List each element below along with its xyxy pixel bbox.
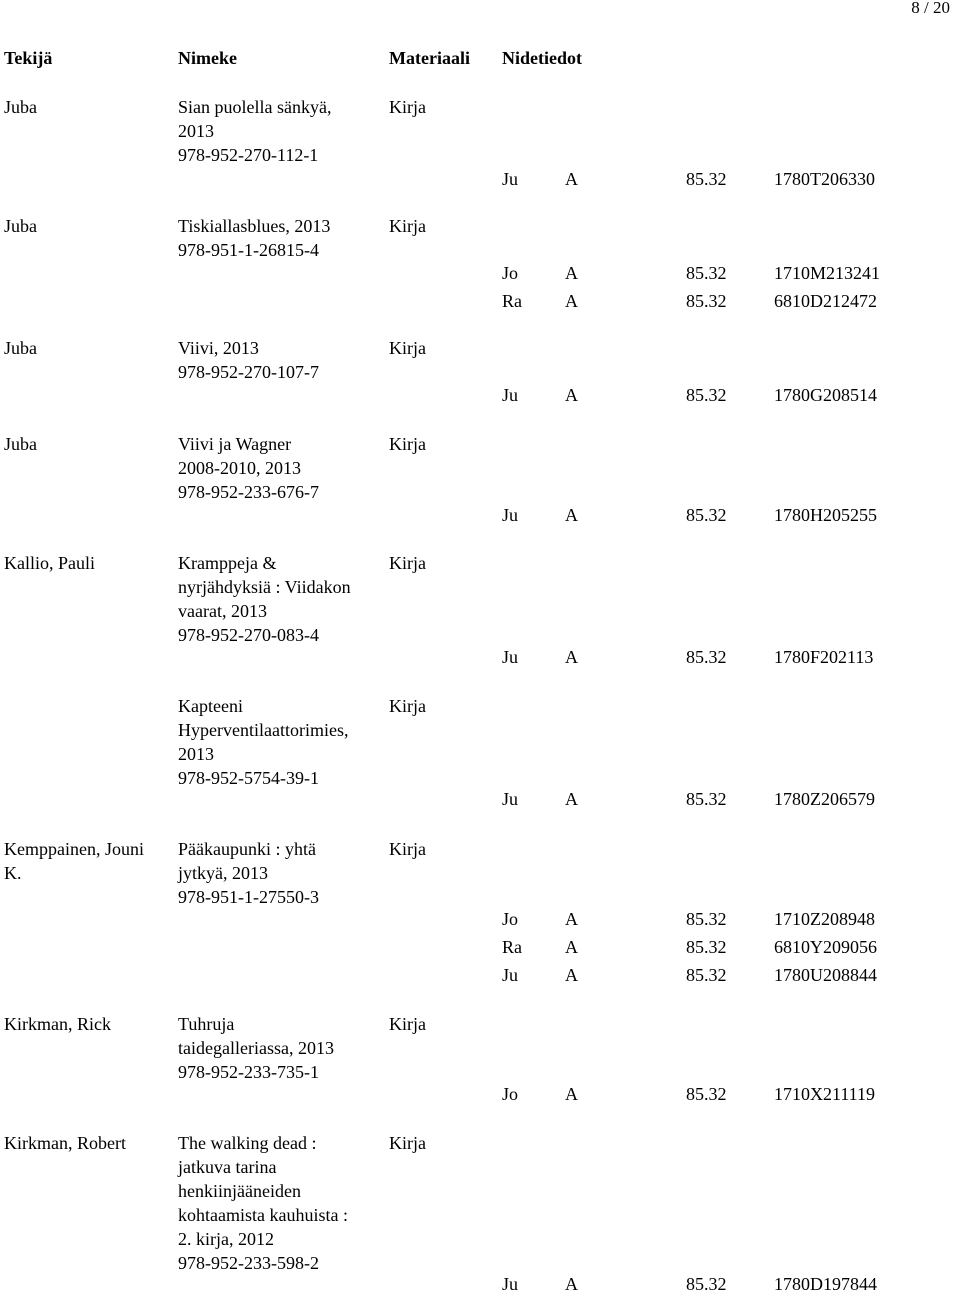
holding-shelf-number: 85.32 <box>686 1274 727 1294</box>
holding-shelf-number: 85.32 <box>686 263 727 283</box>
record-title-line: 978-952-5754-39-1 <box>178 768 319 788</box>
holding-row <box>0 383 960 407</box>
record-material: Kirja <box>389 97 426 117</box>
record-title-line: 978-952-233-598-2 <box>178 1253 319 1273</box>
holding-row <box>0 963 960 987</box>
record-title-line: The walking dead : <box>178 1133 317 1153</box>
record-title <box>178 1131 383 1275</box>
holding-location: Ju <box>502 1274 519 1294</box>
holding-row <box>0 167 960 191</box>
holding-location: Ra <box>502 291 522 311</box>
record-title-line: 978-951-1-27550-3 <box>178 887 319 907</box>
record-title <box>178 95 383 167</box>
record-title-line: vaarat, 2013 <box>178 601 267 621</box>
holding-class: A <box>565 505 578 525</box>
holding-barcode: 6810Y209056 <box>774 937 877 957</box>
holding-location: Ju <box>502 789 519 809</box>
record-title-line: Kapteeni <box>178 696 243 716</box>
holding-class: A <box>565 169 578 189</box>
holding-shelf-number: 85.32 <box>686 909 727 929</box>
header-author: Tekijä <box>4 48 53 68</box>
holding-class: A <box>565 909 578 929</box>
record-title-line: 978-951-1-26815-4 <box>178 240 319 260</box>
record-title-line: 2008-2010, 2013 <box>178 458 301 478</box>
record-title-line: 978-952-270-112-1 <box>178 145 319 165</box>
holding-class: A <box>565 965 578 985</box>
holding-class: A <box>565 647 578 667</box>
record-title <box>178 432 383 504</box>
record-title-line: kohtaamista kauhuista : <box>178 1205 348 1225</box>
holding-location: Ju <box>502 169 519 189</box>
record-title <box>178 694 383 790</box>
holding-barcode: 6810D212472 <box>774 291 877 311</box>
record-material: Kirja <box>389 839 426 859</box>
holding-shelf-number: 85.32 <box>686 385 727 405</box>
record-title-line: henkiinjääneiden <box>178 1181 301 1201</box>
holding-row <box>0 1082 960 1106</box>
record-author: Juba <box>4 216 37 236</box>
holding-shelf-number: 85.32 <box>686 937 727 957</box>
record-title-line: Tuhruja <box>178 1014 235 1034</box>
record-author: Kirkman, Rick <box>4 1014 111 1034</box>
record-title-line: Kramppeja & <box>178 553 277 573</box>
record-title-line: jatkuva tarina <box>178 1157 277 1177</box>
record-author: Kirkman, Robert <box>4 1133 126 1153</box>
record-title-line: Pääkaupunki : yhtä <box>178 839 316 859</box>
holding-barcode: 1710X211119 <box>774 1084 875 1104</box>
holding-row <box>0 645 960 669</box>
holding-shelf-number: 85.32 <box>686 789 727 809</box>
record-material: Kirja <box>389 1014 426 1034</box>
holding-row <box>0 1272 960 1296</box>
record-author: Juba <box>4 97 37 117</box>
holding-location: Ju <box>502 385 519 405</box>
record-author: Juba <box>4 338 37 358</box>
holding-row <box>0 289 960 313</box>
holding-location: Ju <box>502 647 519 667</box>
record-author: Juba <box>4 434 37 454</box>
record-title-line: Tiskiallasblues, 2013 <box>178 216 331 236</box>
holding-barcode: 1780F202113 <box>774 647 874 667</box>
record-title-line: Viivi ja Wagner <box>178 434 292 454</box>
record-title-line: Sian puolella sänkyä, <box>178 97 332 117</box>
holding-class: A <box>565 789 578 809</box>
holding-class: A <box>565 937 578 957</box>
holding-barcode: 1710Z208948 <box>774 909 875 929</box>
holding-row <box>0 261 960 285</box>
holding-class: A <box>565 1274 578 1294</box>
holding-barcode: 1710M213241 <box>774 263 881 283</box>
holding-location: Jo <box>502 263 519 283</box>
record-title-line: 978-952-233-676-7 <box>178 482 319 502</box>
holding-barcode: 1780U208844 <box>774 965 877 985</box>
holding-location: Ju <box>502 505 519 525</box>
header-material: Materiaali <box>389 48 470 68</box>
holding-location: Jo <box>502 909 519 929</box>
record-title <box>178 214 383 262</box>
record-title <box>178 837 383 909</box>
record-title-line: 978-952-270-107-7 <box>178 362 319 382</box>
holding-shelf-number: 85.32 <box>686 647 727 667</box>
holding-location: Ra <box>502 937 522 957</box>
holding-row <box>0 787 960 811</box>
record-title <box>178 1012 383 1084</box>
record-material: Kirja <box>389 553 426 573</box>
record-author: Kemppainen, Jouni K. <box>4 839 144 883</box>
holding-location: Jo <box>502 1084 519 1104</box>
header-title: Nimeke <box>178 48 237 68</box>
holding-barcode: 1780T206330 <box>774 169 875 189</box>
holding-row <box>0 935 960 959</box>
header-holdings: Nidetiedot <box>502 48 582 68</box>
record-title-line: taidegalleriassa, 2013 <box>178 1038 334 1058</box>
record-title-line: 978-952-233-735-1 <box>178 1062 319 1082</box>
record-title-line: 2013 <box>178 744 214 764</box>
holding-barcode: 1780D197844 <box>774 1274 877 1294</box>
holding-barcode: 1780Z206579 <box>774 789 875 809</box>
record-title <box>178 551 383 647</box>
holding-class: A <box>565 291 578 311</box>
holding-location: Ju <box>502 965 519 985</box>
page-indicator: 8 / 20 <box>911 0 950 17</box>
holding-barcode: 1780G208514 <box>774 385 877 405</box>
record-author: Kallio, Pauli <box>4 553 95 573</box>
holding-shelf-number: 85.32 <box>686 1084 727 1104</box>
holding-class: A <box>565 263 578 283</box>
record-title-line: 978-952-270-083-4 <box>178 625 319 645</box>
holding-shelf-number: 85.32 <box>686 505 727 525</box>
record-title <box>178 336 383 384</box>
holding-shelf-number: 85.32 <box>686 169 727 189</box>
record-title-line: Viivi, 2013 <box>178 338 259 358</box>
record-material: Kirja <box>389 434 426 454</box>
holding-class: A <box>565 1084 578 1104</box>
record-title-line: 2013 <box>178 121 214 141</box>
record-title-line: nyrjähdyksiä : Viidakon <box>178 577 351 597</box>
holding-shelf-number: 85.32 <box>686 965 727 985</box>
holding-shelf-number: 85.32 <box>686 291 727 311</box>
holding-row <box>0 503 960 527</box>
holding-barcode: 1780H205255 <box>774 505 877 525</box>
record-material: Kirja <box>389 1133 426 1153</box>
record-material: Kirja <box>389 338 426 358</box>
record-title-line: Hyperventilaattorimies, <box>178 720 349 740</box>
record-material: Kirja <box>389 696 426 716</box>
record-title-line: 2. kirja, 2012 <box>178 1229 274 1249</box>
record-material: Kirja <box>389 216 426 236</box>
holding-row <box>0 907 960 931</box>
holding-class: A <box>565 385 578 405</box>
record-title-line: jytkyä, 2013 <box>178 863 268 883</box>
